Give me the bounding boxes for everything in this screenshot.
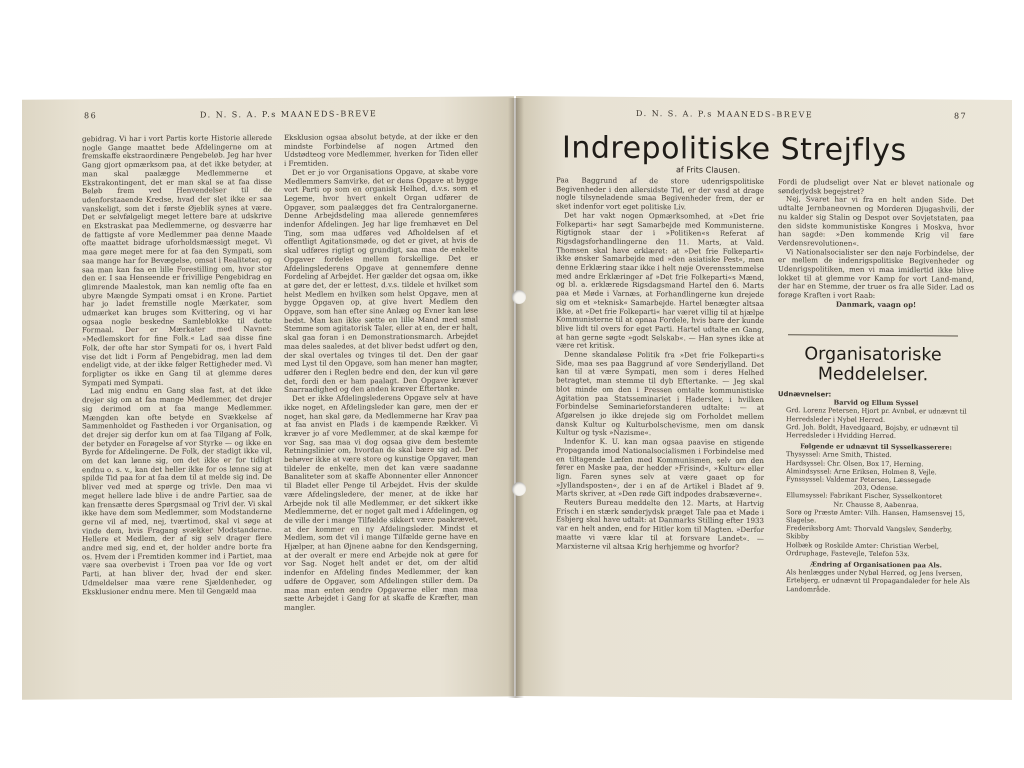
paragraph: Det er jo vor Organisations Opgave, at skabe vore Medlemmers Samvirke, det er dens Opgave at bygge vort Parti op som en organisk Helhed, d.v.s. som et Legeme, hvor hvert enkelt Organ udfører de Opgaver, som paalægges det fra Centralorganerne. Denne Arbejdsdeling maa allerede gennemføres indenfor Afdelingen. Jeg har lige fremhævet en Del Ting, som maa udføres ved Afholdelsen af et offentligt Agitationsmøde, og det er givet, at hvis de skal udføres rigtigt og grundigt, saa maa de enkelte Opgaver fordeles mellem forskellige. Det er Afdelingslederens Opgave at gennemføre denne Fordeling af Arbejdet. Her gælder det ogsaa om, ikke at gøre det, der er lettest, d.v.s. tildele et hvilket som helst Medlem en hvilken som helst Opgave, men at bygge Opgaven op, at give hvert Medlem den Opgave, som han efter sine Anlæg og Evner kan løse bedst. Man kan ikke sætte en lille Mand med smal Stemme som agitatorisk Taler, eller at en, der er halt, skal gaa foran i en Demonstrationsmarch. Arbejdet maa deles saaledes, at det bliver bedst udført og den, der skal overtales og tvinges til det. Den der gaar med Lyst til den Opgave, som han mener han magter, udfører den i Reglen bedre end den, der kun vil gøre det, fordi den er ham paalagt. Den Opgave kræver Snarraadighed og den anden kræver Eftertanke.: [284, 166, 478, 395]
list-item: Sorø og Præstø Amter: Vilh. Hansen, Hamsensvej 15, Slagelse.: [786, 508, 965, 525]
paragraph: Det er ikke Afdelingslederens Opgave selv at have ikke noget, en Afdelingsleder kan gøre, men der er noget, han skal gøre, da Medlemmerne har Krav paa at faa anvist en Plads i de kæmpende Rækker. Vi kræver jo af vore Medlemmer, at de skal kæmpe for vor Sag, saa maa vi dog ogsaa give dem bestemte Retningslinier om, hvordan de skal bære sig ad. Der behøver ikke at være store og kunstige Opgaver, man tildeler de enkelte, men det kan være saadanne Banaliteter som at skaffe Abonnenter eller Annoncer til Bladet eller Penge til Arbejdet. Hvis der skulde være Afdelingsledere, der mener, at de ikke har Arbejde nok til alle Medlemmer, er det sikkert ikke Medlemmerne, det er noget galt med i Afdelingen, og de ville der i mange Tilfælde sikkert være paakrævet, at der kommer en ny Afdelingsleder. Mindst et Medlem, som det vil i mange Tilfælde gerne have en Hjælper, at han Øjnene aabne for den Kendsgerning, at der overalt er mere end Arbejde nok at gøre for vor Sag. Noget helt andet er det, om der altid indenfor en Afdeling findes Medlemmer, der kan udføre de Opgaver, som Afdelingen stiller dem. Da maa man enten ændre Opgaverne eller man maa sætte Arbejdet i Gang for at skaffe de Kræfter, man mangler.: [284, 392, 478, 612]
announcement-item: Grd. Lorenz Petersen, Hjort pr. Avnbøl, er udnævnt til Herredsleder i Nybøl Herred.: [786, 406, 967, 424]
list-item: Almindsyssel: Arne Eriksen, Holmen 8, Vejle.: [786, 467, 937, 477]
right-column-2: [778, 178, 974, 310]
page-number-left: 86: [84, 111, 98, 121]
section-title-line-1: Organisatoriske: [804, 344, 942, 366]
paragraph: Lad mig endnu en Gang slaa fast, at det ikke drejer sig om at faa mange Medlemmer, det drejer sig derimod om at faa mange Medlemmer. Mængden kan ofte betyde en Svækkelse af Sammenholdet og Fastheden i vor Organisation, og det drejer sig derfor kun om at faa Tilgang af Folk, der betyder en Forøgelse af vor Styrke — og ikke en Byrde for Afdelingerne. De Folk, der stadigt ikke vil, om det kan lønne sig, om det ikke er for tidligt endnu o. s. v., kan det heller ikke for os lønne sig at spilde Tid paa for at faa dem til at melde sig ind. De bliver ved med at spørge og trivle. Den maa vi meget hellere lade blive i de andre Partier, saa de kan frensætte deres Spørgsmaal og Trivl der. Vi skal ikke have dem som Medlemmer, som Modstanderne gerne vil af med, nej, tværtimod, skal vi søge at vinde dem, hvis Fragang svækker Modstanderne. Hellere et Medlem, der af sig selv drager flere andre med sig, end et, der holder andre borte fra os. Hvem der i Fremtiden kommer ind i Partiet, maa være saa overbevist i Troen paa vor Ide og vort Parti, at han bliver der, hvad der end sker. Udmeldelser maa være rene Sjældenheder, og Eksklusioner endnu mere. Men til Gengæld maa: [82, 385, 272, 596]
change-text: Als henlægges under Nybøl Herred, og Jens Iversen, Ertebjerg, er udnævnt til Propagandaleder for hele Als Landområde.: [786, 568, 970, 594]
running-head-left: D. N. S. A. P.s MAANEDS-BREVE: [200, 109, 378, 120]
section-title-line-2: Meddelelser.: [817, 364, 929, 386]
list-item: Hardsyssel: Chr. Olsen, Box 17, Herning.: [786, 458, 924, 468]
binding-spine: [508, 98, 524, 698]
list-item: Frederiksborg Amt: Thorvald Vangslev, Sønderby, Skibby: [786, 524, 953, 541]
paragraph: Indenfor K. U. kan man ogsaa paavise en stigende Propaganda imod Nationalsocialismen i Forbindelse med en tiltagende Læfen med Kommunismen, selv om den fører en Maske paa, der hedder »Frisind«, »Kultur« eller lign. Faren synes selv at være gaaet op for »Jyllandsposten«, der i en af de Artikel i Bladet af 9. Marts skriver, at »Den røde Gift indpodes drabsæverne«.: [556, 436, 764, 500]
subheading: Følgende er udnævnt til Sysselkasserere:: [800, 442, 952, 452]
section-title: [778, 344, 968, 385]
punch-hole: [512, 482, 526, 496]
article-byline: af Frits Clausen.: [676, 165, 741, 175]
paragraph: Eksklusion ogsaa absolut betyde, at der ikke er den mindste Forbindelse af nogen Artmed den Udstødteog vore Medlemmer, hverken for Tiden eller i Fremtiden.: [284, 131, 478, 168]
list-item-cont: Nr. Chausse 8, Aabenraa.: [833, 500, 919, 509]
paragraph: Paa Baggrund af de store udenrigspolitiske Begivenheder i den allersidste Tid, er der vasd at drage nogle tilsyneladende smaa Begivenheder frem, der er sket indenfor vort eget politiske Liv.: [556, 175, 764, 212]
left-column-2: [284, 133, 478, 613]
paragraph: Reuters Bureau meddelte den 12. Marts, at Hartvig Frisch i en stærk sønderjydsk præget Tale paa et Møde i Esbjerg skal have udtalt: at Danmarks Stilling efter 1933 var en helt anden, end for Hitler kom til Magten. »Derfor maatte vi være klar til at forsvare Landet«. — Marxisterne vil altsaa Krig herhjemme og hvorfor?: [556, 497, 764, 552]
paragraph: Denne skandaløse Politik fra »Det frie Folkeparti«s Side, maa ses paa Baggrund af vore Sønderjylland. Det kan til at være Sympati, men som i deres Helhed betragtet, man stemme til dyb Eftertanke. — Jeg skal blot minde om den i Pressen omtalte kommunistiske Agitation paa Statsseminariet i Haderslev, i hvilken Forbindelse Seminarieforstanderen udtalte: — at Afgørelsen jo ikke drejede sig om Forholdet mellem dansk Kultur og Kulturbolschevisme, men om dansk Kultur og tysk »Nazisme«.: [556, 349, 764, 438]
left-page: [22, 96, 514, 699]
list-item: Holbæk og Roskilde Amter: Christian Werbel, Ordruphage, Fastevejle, Telefon 53x.: [786, 540, 940, 559]
appointments-heading: Udnævnelser:: [778, 390, 832, 399]
paragraph: Fordi de pludseligt over Nat er blevet nationale og sønderjydsk begejstret?: [778, 177, 974, 196]
paragraph: Det har vakt nogen Opmærksomhed, at »Det frie Folkeparti« har søgt Samarbejde med Kommunisterne. Rigtignok staar der i »Politiken«s Referat af Rigsdagsforhandlingerne den 11. Marts, at Vald. Thomsen skal have erklæret: at »Det frie Folkeparti« ikke ønsker Samarbejde med »den asiatiske Pest«, men denne Erklæring staar ikke i helt nøje Overensstemmelse med andre Erklæringer af »Det frie Folkeparti«s Mænd, og bl. a. erklærede Rigsdagsmand Hartel den 6. Marts paa et Møde i Varnæs, at Forhandlingerne kun drejede sig om et »teknisk« Samarbejde. Hartel benægter altsaa ikke, at »Det frie Folkeparti« har været villig til at hjælpe Kommunisterne til at opnaa Fordele, hvis bare der kunde blive lidt til overs for eget Parti. Hartel udtalte en Gang, at han gerne søgte »godt Selskab«. — Han synes ikke at være ret kritisk.: [556, 210, 764, 351]
paragraph: Nej, Svaret har vi fra en helt anden Side. Det udtalte Jernbaneovnen og Morderen Djugashvili, der nu kalder sig Stalin og Despot over Sovjetstaten, paa den sidste kommunistiske Kongres i Moskva, hvor han sagde: »Den kommende Krig vil føre Verdensrevolutionen«.: [778, 194, 974, 248]
announcements: [778, 390, 974, 594]
change-heading: Ændring af Organisationen paa Als.: [810, 560, 942, 570]
list-item: Fynssyssel: Valdemar Petersen, Læssegade: [786, 475, 931, 485]
list-item-cont: 203, Odense.: [854, 483, 898, 493]
right-column-1: [556, 176, 764, 552]
page-number-right: 87: [954, 111, 968, 121]
list-item: Ellumsyssel: Fabrikant Fischer, Sysselkontoret: [786, 491, 943, 501]
subheading: Barvid og Ellum Syssel: [833, 398, 919, 408]
section-divider: [788, 334, 958, 336]
paragraph: Vi Nationalsocialister ser den nøje Forbindelse, der er mellem de indenrigspolitiske Begivenheder og Udenrigspolitiken, men vi maa imidlertid ikke blive lokket til at glemme vor Kamp for vort Land-mand, der har en Stemme, der truer os fra alle Sider. Lad os forøge Kraften i vort Raab:: [778, 246, 974, 301]
punch-hole: [512, 290, 526, 304]
magazine-spread: [22, 98, 1012, 698]
right-page: [516, 96, 1012, 700]
slogan: Danmark, vaagn op!: [835, 299, 917, 310]
paragraph: gebidrag. Vi har i vort Partis korte Historie allerede nogle Gange maattet bede Afdelingerne om at fremskaffe ekstraordinære Pengebeløb. Jeg har hver Gang gjort opmærksom paa, at det ikke betyder, at man skal paalægge Medlemmerne et Ekstrakontingent, det er man skal se at faa disse Beløb frem ved Henvendelser til de udenforstaaende Kredse, hvad der slet ikke er saa vanskeligt, som det i første Øjeblik synes at være. Det er selvfølgeligt meget lettere bare at udskrive en Ekstraskat paa Medlemmerne, og desværre har de fattigste af vore Medlemmer paa denne Maade ofte maattet bidrage uforholdsmæssigt meget. Vi maa gøre meget mere for at faa den Sympati, som saa mange har for Bevægelse, omsat i Realiteter, og saa man kan faa en lille Forestilling om, hvor stor den er. I saa Henseende er frivillige Pengebidrag en glimrende Maalestok, man kan nemlig ofte faa en ubyre Mængde Sympati omsat i en Krone. Partiet har jo ladet fremstille nogle Mærkater, som udmærket kan bruges som Kvittering, og vi har ogsaa nogle beskedne Samleblokke til dette Formaal. Der er Mærkater med Navnet: »Medlemskort for fine Folk.« Lad saa disse fine Folk, der ofte har stor Sympati for os, i hvert Fald vise det lidt i Form af Pengebidrag, men lad dem endeligt vide, at der ikke følger Rettigheder med. Vi forpligter os ikke en Gang til at glemme deres Sympati med Sympati.: [82, 132, 272, 387]
announcement-item: Grd. Joh. Boldt, Havedgaard, Bojsby, er udnævnt til Herredsleder i Hvidding Herred.: [786, 422, 959, 441]
article-title: Indrepolitiske Strejflys: [562, 130, 907, 169]
left-column-1: [82, 134, 272, 597]
list-item: Thysyssel: Arne Smith, Thisted.: [786, 450, 892, 460]
running-head-right: D. N. S. A. P.s MAANEDS-BREVE: [636, 108, 814, 120]
